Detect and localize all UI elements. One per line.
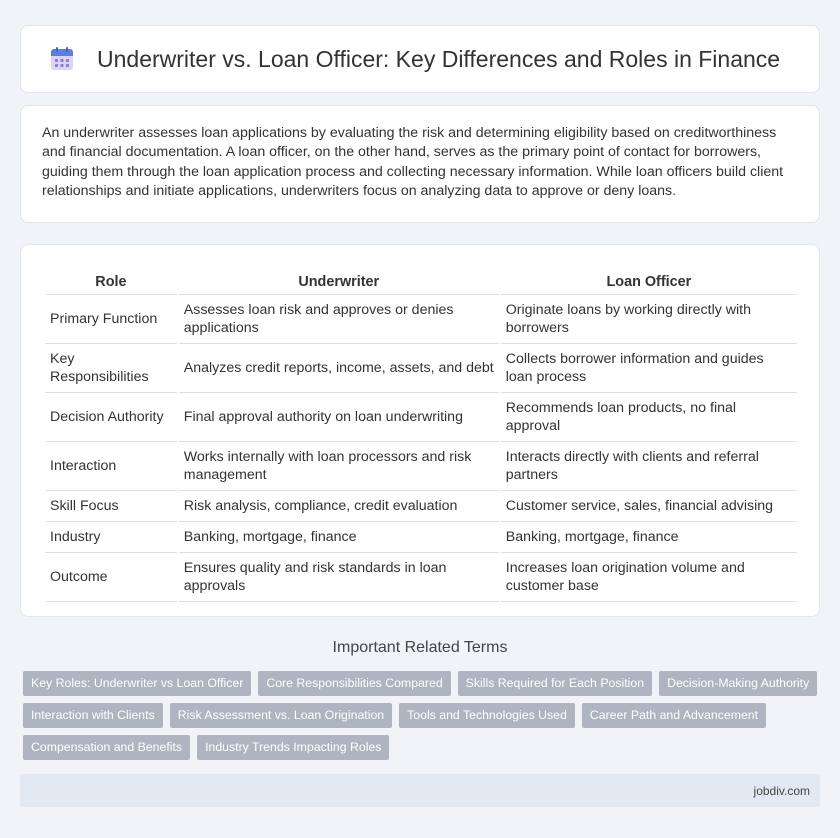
table-header-row [45, 265, 797, 295]
related-terms-tags [23, 671, 823, 767]
tag-decision-making[interactable]: Decision-Making Authority [659, 671, 817, 696]
table-cell: Interacts directly with clients and referral partners [501, 442, 797, 491]
table-row [45, 393, 797, 442]
header-card [20, 25, 820, 93]
table-row [45, 442, 797, 491]
table-cell: Key Responsibilities [45, 344, 177, 393]
calendar-icon [49, 46, 75, 72]
intro-card [20, 105, 820, 223]
header-loan-officer: Loan Officer [501, 265, 797, 295]
table-row [45, 295, 797, 344]
header-underwriter: Underwriter [179, 265, 499, 295]
table-cell: Outcome [45, 553, 177, 602]
table-row [45, 344, 797, 393]
footer [20, 774, 820, 807]
tag-row [23, 703, 823, 728]
tag-compensation[interactable]: Compensation and Benefits [23, 735, 190, 760]
table-cell: Industry [45, 522, 177, 553]
intro-text: An underwriter assesses loan applications by evaluating the risk and determining eligibility based on creditworthiness and financial documentation. A loan officer, on the other hand, serves as the primary point of contact for borrowers, guiding them through the loan application process and collecting necessary information. While loan officers build client relationships and initiate applications, underwriters focus on analyzing data to approve or deny loans. [42, 125, 784, 199]
tag-key-roles[interactable]: Key Roles: Underwriter vs Loan Officer [23, 671, 251, 696]
table-cell: Skill Focus [45, 491, 177, 522]
table-cell: Originate loans by working directly with borrowers [501, 295, 797, 344]
table-cell: Banking, mortgage, finance [501, 522, 797, 553]
table-row [45, 553, 797, 602]
table-cell: Customer service, sales, financial advising [501, 491, 797, 522]
table-cell: Collects borrower information and guides loan process [501, 344, 797, 393]
tag-industry-trends[interactable]: Industry Trends Impacting Roles [197, 735, 389, 760]
tag-risk-assessment[interactable]: Risk Assessment vs. Loan Origination [170, 703, 392, 728]
table-cell: Works internally with loan processors and risk management [179, 442, 499, 491]
table-cell: Assesses loan risk and approves or denies applications [179, 295, 499, 344]
header-role: Role [45, 265, 177, 295]
table-cell: Interaction [45, 442, 177, 491]
tag-tools-technologies[interactable]: Tools and Technologies Used [399, 703, 575, 728]
page-title: Underwriter vs. Loan Officer: Key Differences and Roles in Finance [97, 45, 781, 72]
table-row [45, 522, 797, 553]
table-cell: Recommends loan products, no final approval [501, 393, 797, 442]
related-terms-title: Important Related Terms [332, 639, 508, 656]
tag-core-responsibilities[interactable]: Core Responsibilities Compared [258, 671, 450, 696]
table-cell: Banking, mortgage, finance [179, 522, 499, 553]
tag-interaction-clients[interactable]: Interaction with Clients [23, 703, 163, 728]
table-cell: Ensures quality and risk standards in loan approvals [179, 553, 499, 602]
footer-site-link[interactable]: jobdiv.com [753, 784, 810, 798]
table-row [45, 491, 797, 522]
comparison-card [20, 244, 820, 617]
tag-row [23, 735, 823, 760]
tag-skills-required[interactable]: Skills Required for Each Position [458, 671, 652, 696]
table-cell: Increases loan origination volume and customer base [501, 553, 797, 602]
tag-row [23, 671, 823, 696]
table-cell: Final approval authority on loan underwriting [179, 393, 499, 442]
comparison-table [43, 265, 799, 602]
table-cell: Primary Function [45, 295, 177, 344]
tag-career-path[interactable]: Career Path and Advancement [582, 703, 766, 728]
table-cell: Decision Authority [45, 393, 177, 442]
table-cell: Risk analysis, compliance, credit evaluation [179, 491, 499, 522]
table-cell: Analyzes credit reports, income, assets, and debt [179, 344, 499, 393]
